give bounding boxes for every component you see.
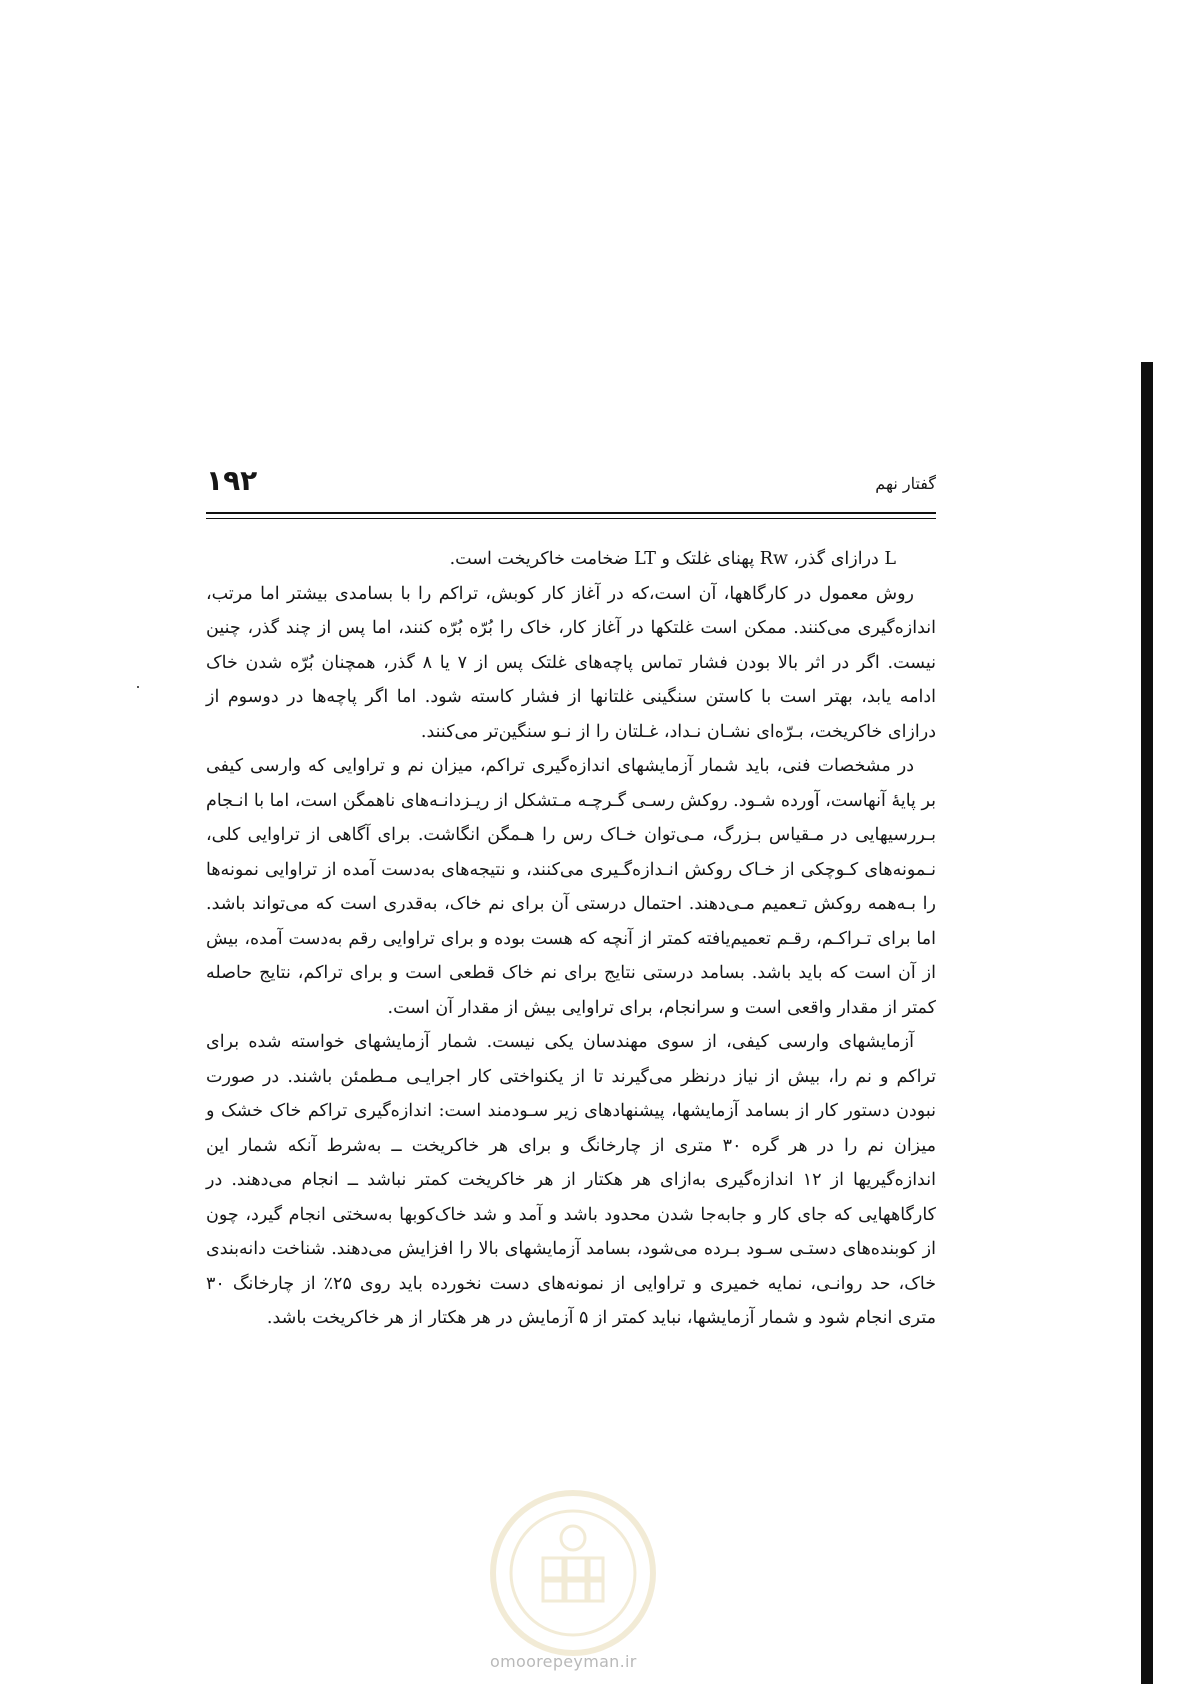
paragraph-2: روش معمول در کارگاهها، آن است،که در آغاز کار کوبش، تراکم را با بسامدی بیشتر اما مرتب، اندازه‌گیری می‌کنند. ممکن است غلتکها در آغاز کار، خاک را بُرّه بُرّه کنند، اما پس از چند گذر، چنین نیست. اگر در اثر بالا بودن فشار تماس پاچه‌های غلتک پس از ۷ یا ۸ گذر، همچنان بُرّه شدن خاک ادامه یابد، بهتر است با کاستن سنگینی غلتانها از فشار کاسته شود. اما اگر پاچه‌ها در دوسوم از درازای خاکریخت، بـرّه‌ای نشـان نـداد، غـلتان را از نـو سنگین‌تر می‌کنند. — [206, 583, 937, 742]
page-header — [206, 464, 936, 504]
header-rule-thick — [206, 512, 936, 514]
scan-edge-bar — [1141, 362, 1153, 1684]
chapter-title: گفتار نهم — [875, 474, 936, 493]
paragraph-continuation — [206, 542, 936, 577]
paragraph-1-line: L درازای گذر، Rw پهنای غلتک و LT ضخامت خاکریخت است. — [449, 549, 896, 569]
page-number: ۱۹۲ — [206, 464, 258, 497]
watermark-site: omoorepeyman.ir — [490, 1652, 637, 1671]
paragraph-4: آزمایشهای وارسی کیفی، از سوی مهندسان یکی نیست. شمار آزمایشهای خواسته شده برای تراکم و نم را، بیش از نیاز درنظر می‌گیرند تا از یکنواختی کار اجرایـی مـطمئن باشند. در صورت نبودن دستور کار از بسامد آزمایشها، پیشنهادهای زیر سـودمند است: اندازه‌گیری تراکم خاک خشک و میزان نم را در هر گره ۳۰ متری از چارخانگ و برای هر خاکریخت ــ به‌شرط آنکه شمار این اندازه‌گیریها از ۱۲ اندازه‌گیری به‌ازای هر هکتار از هر خاکریخت کمتر نباشد ــ انجام می‌دهند. در کارگاههایی که جای کار و جابه‌جا شدن محدود باشد و آمد و شد خاک‌کوبها به‌سختی انجام گیرد، چون از کوبنده‌های دستـی سـود بـرده می‌شود، بسامد آزمایشهای بالا را افزایش می‌دهند. شناخت دانه‌بندی خاک، حد روانـی، نمایه خمیری و تراوایی از نمونه‌های دست نخورده باید روی ۲۵٪ از چارخانگ ۳۰ متری انجام شود و شمار آزمایشها، نباید کمتر از ۵ آزمایش در هر هکتار از هر خاکریخت باشد. — [206, 1032, 937, 1328]
scan-speck — [137, 686, 139, 688]
body-text — [206, 542, 936, 1336]
watermark-seal-icon — [488, 1488, 658, 1658]
paragraph-3: در مشخصات فنی، باید شمار آزمایشهای اندازه‌گیری تراکم، میزان نم و تراوایی که وارسی کیفی بر پایهٔ آنهاست، آورده شـود. روکش رسـی گـرچـه مـتشکل از ریـزدانـه‌های ناهمگن است، اما با انـجام بـررسیهایی در مـقیاس بـزرگ، مـی‌توان خـاک رس را هـمگن انگاشت. برای آگاهی از تراوایی کلی، نـمونه‌های کـوچکی از خـاک روکش انـدازه‌گـیری می‌کنند، و نتیجه‌های به‌دست آمده از تراوایی نمونه‌ها را بـه‌همه روکش تـعمیم مـی‌دهند. احتمال درستی آن برای نم خاک، به‌قدری است که می‌تواند باشد. اما برای تـراکـم، رقـم تعمیم‌یافته کمتر از آنچه که هست بوده و برای تراوایی رقم به‌دست آمده، بیش از آن است که باید باشد. بسامد درستی نتایج برای نم خاک قطعی است و برای تراکم، نتایج حاصله کمتر از مقدار واقعی است و سرانجام، برای تراوایی بیش از مقدار آن است. — [206, 756, 936, 1018]
header-rule-thin — [206, 518, 936, 519]
